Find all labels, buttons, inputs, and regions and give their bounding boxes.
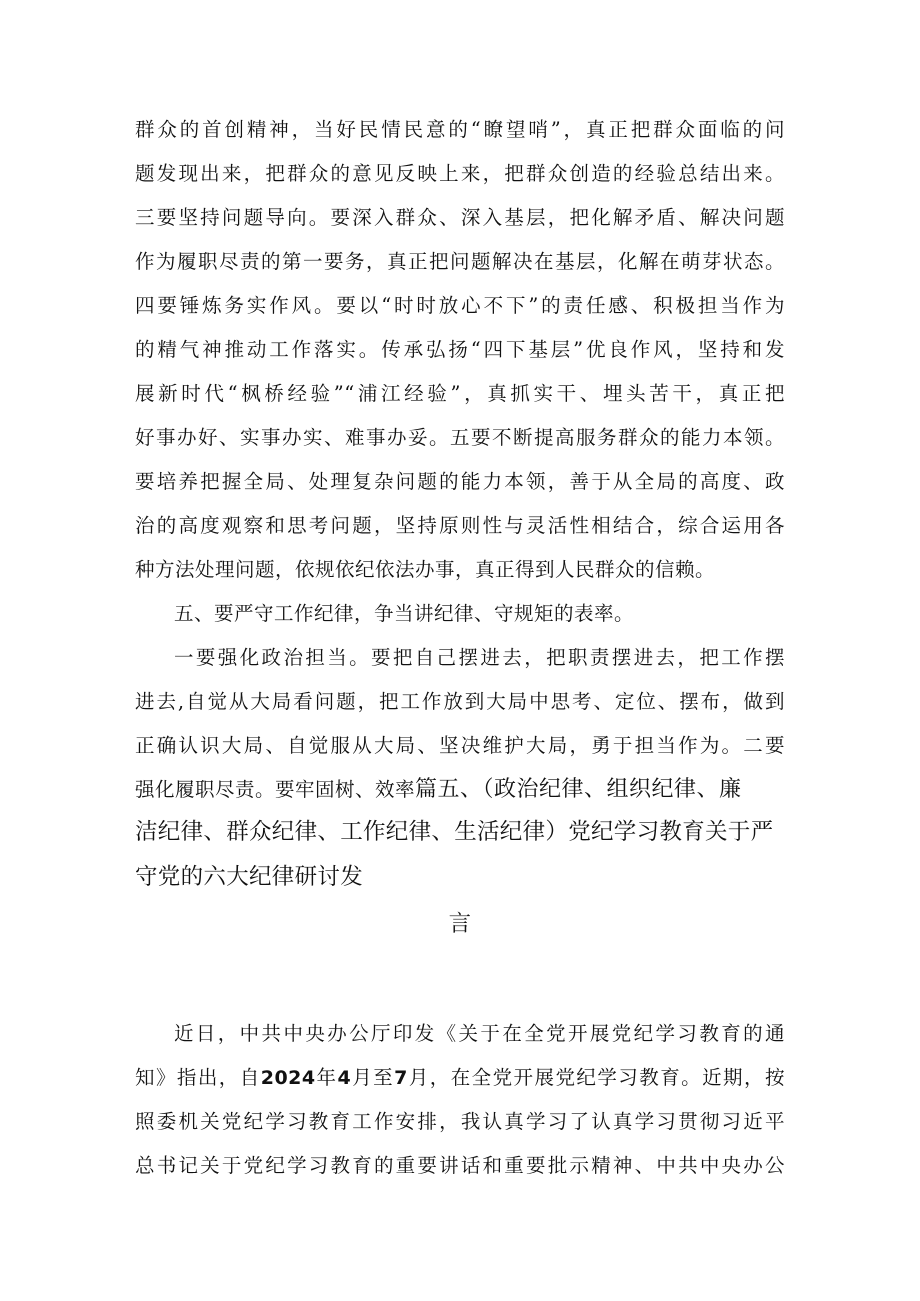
section-five-title: 五、要严守工作纪律，争当讲纪律、守规矩的表率。 <box>174 602 635 625</box>
section-five-line-2: 进去,自觉从大局看问题，把工作放到大局中思考、定位、摆布，做到 <box>135 690 785 713</box>
article-body-line-4: 总书记关于党纪学习教育的重要讲话和重要批示精神、中共中央办公 <box>135 1154 785 1177</box>
body-line-6: 的精气神推动工作落实。传承弘扬“四下基层”优良作风，坚持和发 <box>135 338 785 361</box>
article-body-text-d: 月，在全党开展党纪学习教育。近期，按 <box>407 1066 785 1089</box>
month-start-number: 4 <box>337 1067 352 1089</box>
body-line-11: 种方法处理问题，依规依纪依法办事，真正得到人民群众的信赖。 <box>135 558 716 581</box>
body-line-8: 好事办好、实事办实、难事办妥。五要不断提高服务群众的能力本领。 <box>135 426 785 449</box>
body-line-9: 要培养把握全局、处理复杂问题的能力本领，善于从全局的高度、政 <box>135 470 785 493</box>
article-body-text-c: 月至 <box>351 1066 395 1089</box>
month-end-number: 7 <box>394 1067 408 1089</box>
article-title-line-3: 守党的六大纪律研讨发 <box>135 864 364 890</box>
mixed-title-line <box>135 773 785 807</box>
year-number: 2024 <box>260 1067 316 1089</box>
section-five-line-1: 一要强化政治担当。要把自己摆进去，把职责摆进去，把工作摆 <box>174 646 785 669</box>
article-body-text-a: 知》指出，自 <box>135 1066 261 1089</box>
article-body-line-3: 照委机关党纪学习教育工作安排，我认真学习了认真学习贯彻习近平 <box>135 1110 785 1133</box>
body-line-3: 三要坚持问题导向。要深入群众、深入基层，把化解矛盾、解决问题 <box>135 206 785 229</box>
body-line-7: 展新时代“枫桥经验”“浦江经验”，真抓实干、埋头苦干，真正把 <box>135 382 785 405</box>
article-title-tail: 言 <box>448 911 472 937</box>
section-five-line-4: 强化履职尽责。要牢固树、效率 <box>135 778 416 801</box>
article-title-start: 篇五、（政治纪律、组织纪律、廉 <box>415 777 742 802</box>
body-line-1: 群众的首创精神，当好民情民意的“瞭望哨”，真正把群众面临的问 <box>135 118 785 141</box>
section-five-line-3: 正确认识大局、自觉服从大局、坚决维护大局，勇于担当作为。二要 <box>135 734 785 757</box>
body-line-10: 治的高度观察和思考问题，坚持原则性与灵活性相结合，综合运用各 <box>135 514 785 537</box>
article-body-line-2 <box>135 1061 785 1095</box>
article-body-text-b: 年 <box>315 1066 338 1089</box>
body-line-5: 四要锤炼务实作风。要以“时时放心不下”的责任感、积极担当作为 <box>135 294 785 317</box>
body-line-2: 题发现出来，把群众的意见反映上来，把群众创造的经验总结出来。 <box>135 162 785 185</box>
article-title-line-2: 洁纪律、群众纪律、工作纪律、生活纪律）党纪学习教育关于严 <box>135 819 774 845</box>
article-body-line-1: 近日，中共中央办公厅印发《关于在全党开展党纪学习教育的通 <box>174 1022 785 1045</box>
body-line-4: 作为履职尽责的第一要务，真正把问题解决在基层，化解在萌芽状态。 <box>135 250 785 273</box>
